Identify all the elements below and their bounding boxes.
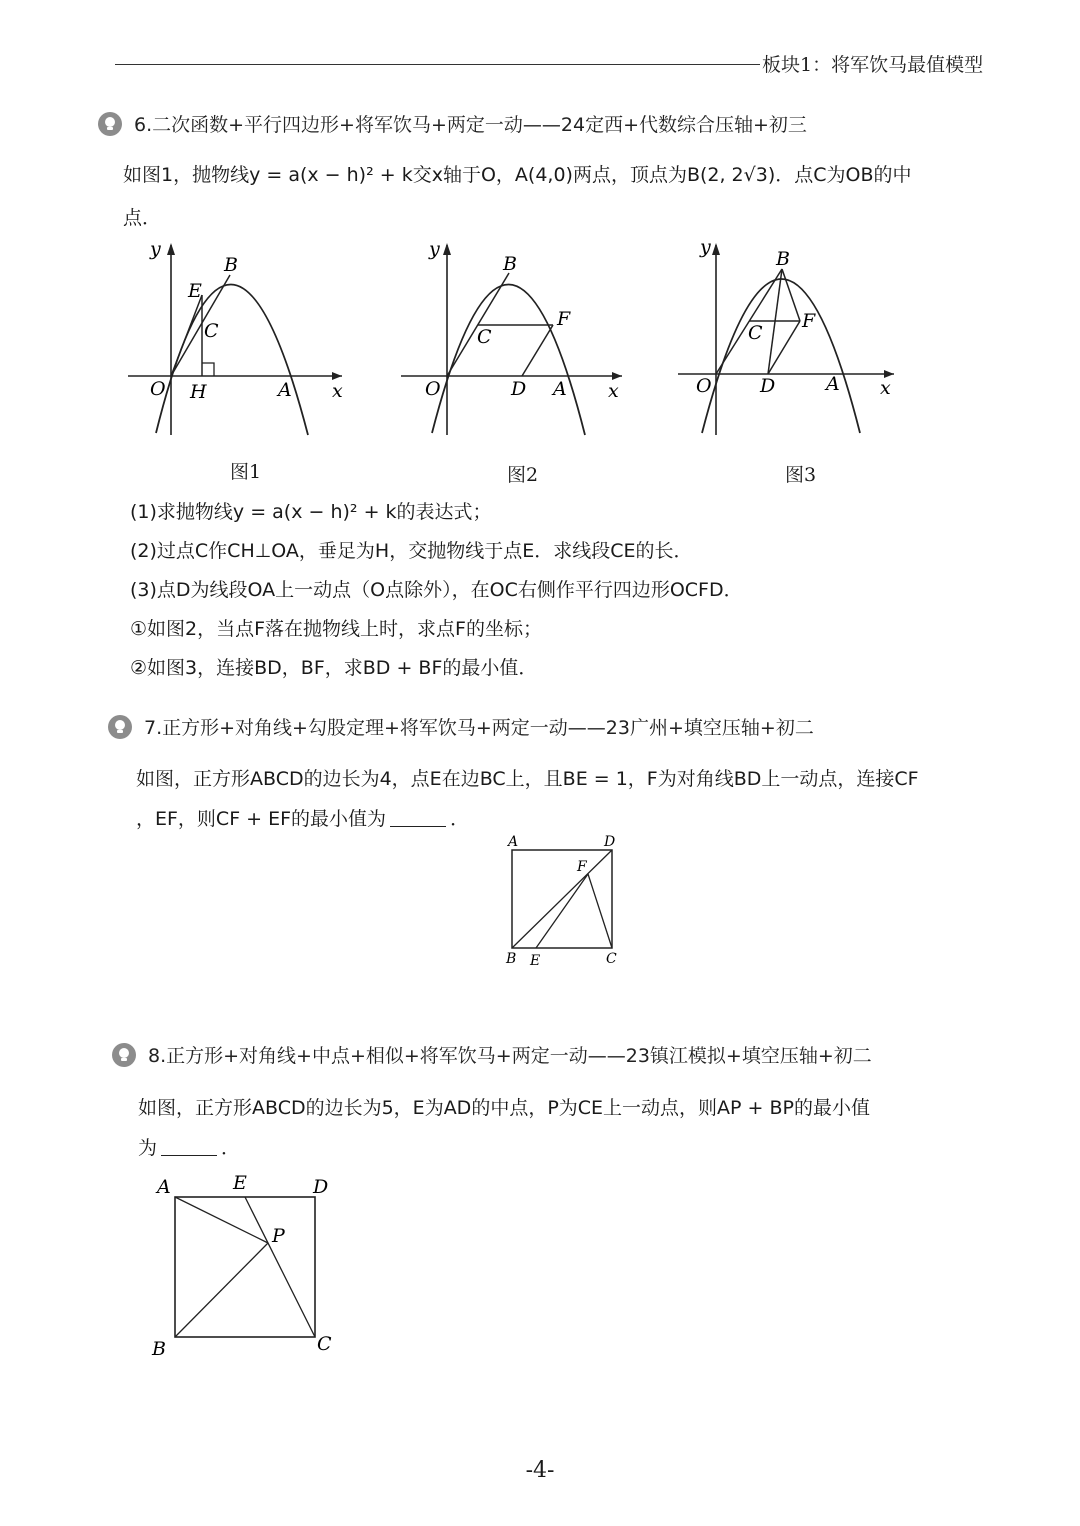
q7-label: B bbox=[506, 951, 517, 967]
lightbulb-icon bbox=[98, 112, 122, 136]
fig3-label: O bbox=[696, 375, 712, 397]
lightbulb-icon bbox=[108, 715, 132, 739]
q6-sub1: (1)求抛物线y = a(x − h)² + k的表达式； bbox=[130, 501, 492, 523]
fig2-label: D bbox=[511, 378, 527, 400]
q7-label: C bbox=[606, 951, 617, 967]
header-title: 板块1：将军饮马最值模型 bbox=[762, 54, 984, 76]
q6-sub3: (3)点D为线段OA上一动点（O点除外），在OC右侧作平行四边形OCFD． bbox=[130, 579, 743, 601]
q8-heading bbox=[112, 1041, 872, 1068]
fig3-label: C bbox=[748, 322, 763, 344]
q8-stem-line1: 如图，正方形ABCD的边长为5，E为AD的中点，P为CE上一动点，则AP + BP的最小值 bbox=[138, 1097, 870, 1119]
q8-label: E bbox=[233, 1172, 247, 1194]
q8-label: P bbox=[272, 1225, 285, 1247]
fig2-segment-FD bbox=[522, 325, 553, 376]
fig1-label: H bbox=[190, 381, 207, 403]
q8-stem-text: 为 bbox=[138, 1137, 158, 1159]
fig2-label: x bbox=[608, 380, 619, 402]
q6-figure-2 bbox=[395, 235, 630, 440]
fig1-label: x bbox=[332, 380, 343, 402]
q8-stem-line2 bbox=[138, 1133, 240, 1160]
fig1-segment-OE bbox=[171, 295, 202, 376]
fig3-parabola bbox=[702, 279, 860, 433]
q7-stem-text: ，EF，则CF + EF的最小值为 bbox=[136, 808, 387, 830]
fig3-y-arrow bbox=[712, 243, 720, 255]
fig1-label: A bbox=[278, 379, 292, 401]
q6-sub3-2: ②如图3，连接BD，BF，求BD + BF的最小值． bbox=[130, 657, 538, 679]
q7-label: E bbox=[530, 953, 541, 969]
fig2-y-arrow bbox=[443, 243, 451, 255]
q6-figure-caption-1: 图1 bbox=[230, 461, 262, 483]
fig3-label: x bbox=[880, 377, 891, 399]
q6-title: 6.二次函数+平行四边形+将军饮马+两定一动——24定西+代数综合压轴+初三 bbox=[134, 114, 807, 136]
page-number: -4- bbox=[525, 1458, 555, 1483]
fig1-label: C bbox=[204, 320, 219, 342]
fig1-y-arrow bbox=[167, 243, 175, 255]
fig1-label: O bbox=[150, 378, 166, 400]
fig1-label: E bbox=[188, 280, 202, 302]
fig2-label: C bbox=[477, 326, 492, 348]
fig2-label: B bbox=[503, 253, 517, 275]
fig3-label: D bbox=[760, 375, 776, 397]
q6-sub3-1: ①如图2，当点F落在抛物线上时，求点F的坐标； bbox=[130, 618, 542, 640]
q6-sub2: (2)过点C作CH⊥OA，垂足为H，交抛物线于点E．求线段CE的长． bbox=[130, 540, 693, 562]
q8-answer-blank[interactable] bbox=[161, 1155, 217, 1156]
q6-figure-caption-2: 图2 bbox=[507, 464, 539, 486]
q6-figure-3 bbox=[672, 235, 907, 440]
q7-heading bbox=[108, 713, 814, 740]
fig2-label: A bbox=[553, 378, 567, 400]
q8-segment-EC bbox=[245, 1197, 315, 1337]
q8-figure bbox=[145, 1165, 345, 1360]
fig2-x-arrow bbox=[612, 372, 622, 380]
fig1-parabola bbox=[156, 284, 308, 435]
q6-figure-1 bbox=[120, 235, 350, 440]
q6-figure-caption-3: 图3 bbox=[785, 464, 817, 486]
q7-title: 7.正方形+对角线+勾股定理+将军饮马+两定一动——23广州+填空压轴+初二 bbox=[144, 717, 814, 739]
q7-stem-line1: 如图，正方形ABCD的边长为4，点E在边BC上，且BE = 1，F为对角线BD上一动点，连接CF bbox=[136, 768, 919, 790]
header-rule bbox=[115, 64, 760, 65]
q8-label: D bbox=[313, 1176, 329, 1198]
q8-title: 8.正方形+对角线+中点+相似+将军饮马+两定一动——23镇江模拟+填空压轴+初二 bbox=[148, 1045, 872, 1067]
fig3-segment-BF bbox=[782, 269, 800, 321]
fig2-label: F bbox=[557, 308, 571, 330]
q7-label: D bbox=[604, 834, 616, 850]
q6-stem-line2: 点． bbox=[123, 207, 162, 229]
q8-segment-AP bbox=[175, 1197, 268, 1243]
q6-heading bbox=[98, 110, 807, 137]
fig3-label: y bbox=[700, 236, 711, 258]
fig2-label: y bbox=[429, 238, 440, 260]
fig3-label: B bbox=[776, 248, 790, 270]
fig2-label: O bbox=[425, 378, 441, 400]
q7-figure bbox=[500, 830, 630, 970]
q7-segment-FC bbox=[588, 874, 612, 948]
q7-stem-line2 bbox=[136, 804, 469, 831]
q7-label: A bbox=[508, 834, 519, 850]
q6-stem-line1: 如图1，抛物线y = a(x − h)² + k交x轴于O，A(4,0)两点，顶点为B(2, 2√3)．点C为OB的中 bbox=[123, 164, 912, 186]
fig1-right-angle bbox=[202, 363, 214, 376]
fig1-x-arrow bbox=[332, 372, 342, 380]
q7-label: F bbox=[577, 859, 587, 875]
q8-label: A bbox=[157, 1176, 171, 1198]
fig3-label: A bbox=[826, 373, 840, 395]
q8-stem-end: ． bbox=[221, 1137, 241, 1159]
fig1-label: B bbox=[224, 254, 238, 276]
q8-label: C bbox=[317, 1333, 332, 1355]
fig3-segment-FD bbox=[768, 321, 800, 374]
q8-label: B bbox=[152, 1338, 166, 1360]
q7-stem-end: ． bbox=[450, 808, 470, 830]
lightbulb-icon bbox=[112, 1043, 136, 1067]
fig3-label: F bbox=[802, 310, 816, 332]
q7-answer-blank[interactable] bbox=[390, 826, 446, 827]
q7-diagonal-BD bbox=[512, 850, 612, 948]
q7-segment-EF bbox=[536, 874, 588, 948]
fig1-label: y bbox=[150, 238, 161, 260]
q8-segment-BP bbox=[175, 1243, 268, 1337]
